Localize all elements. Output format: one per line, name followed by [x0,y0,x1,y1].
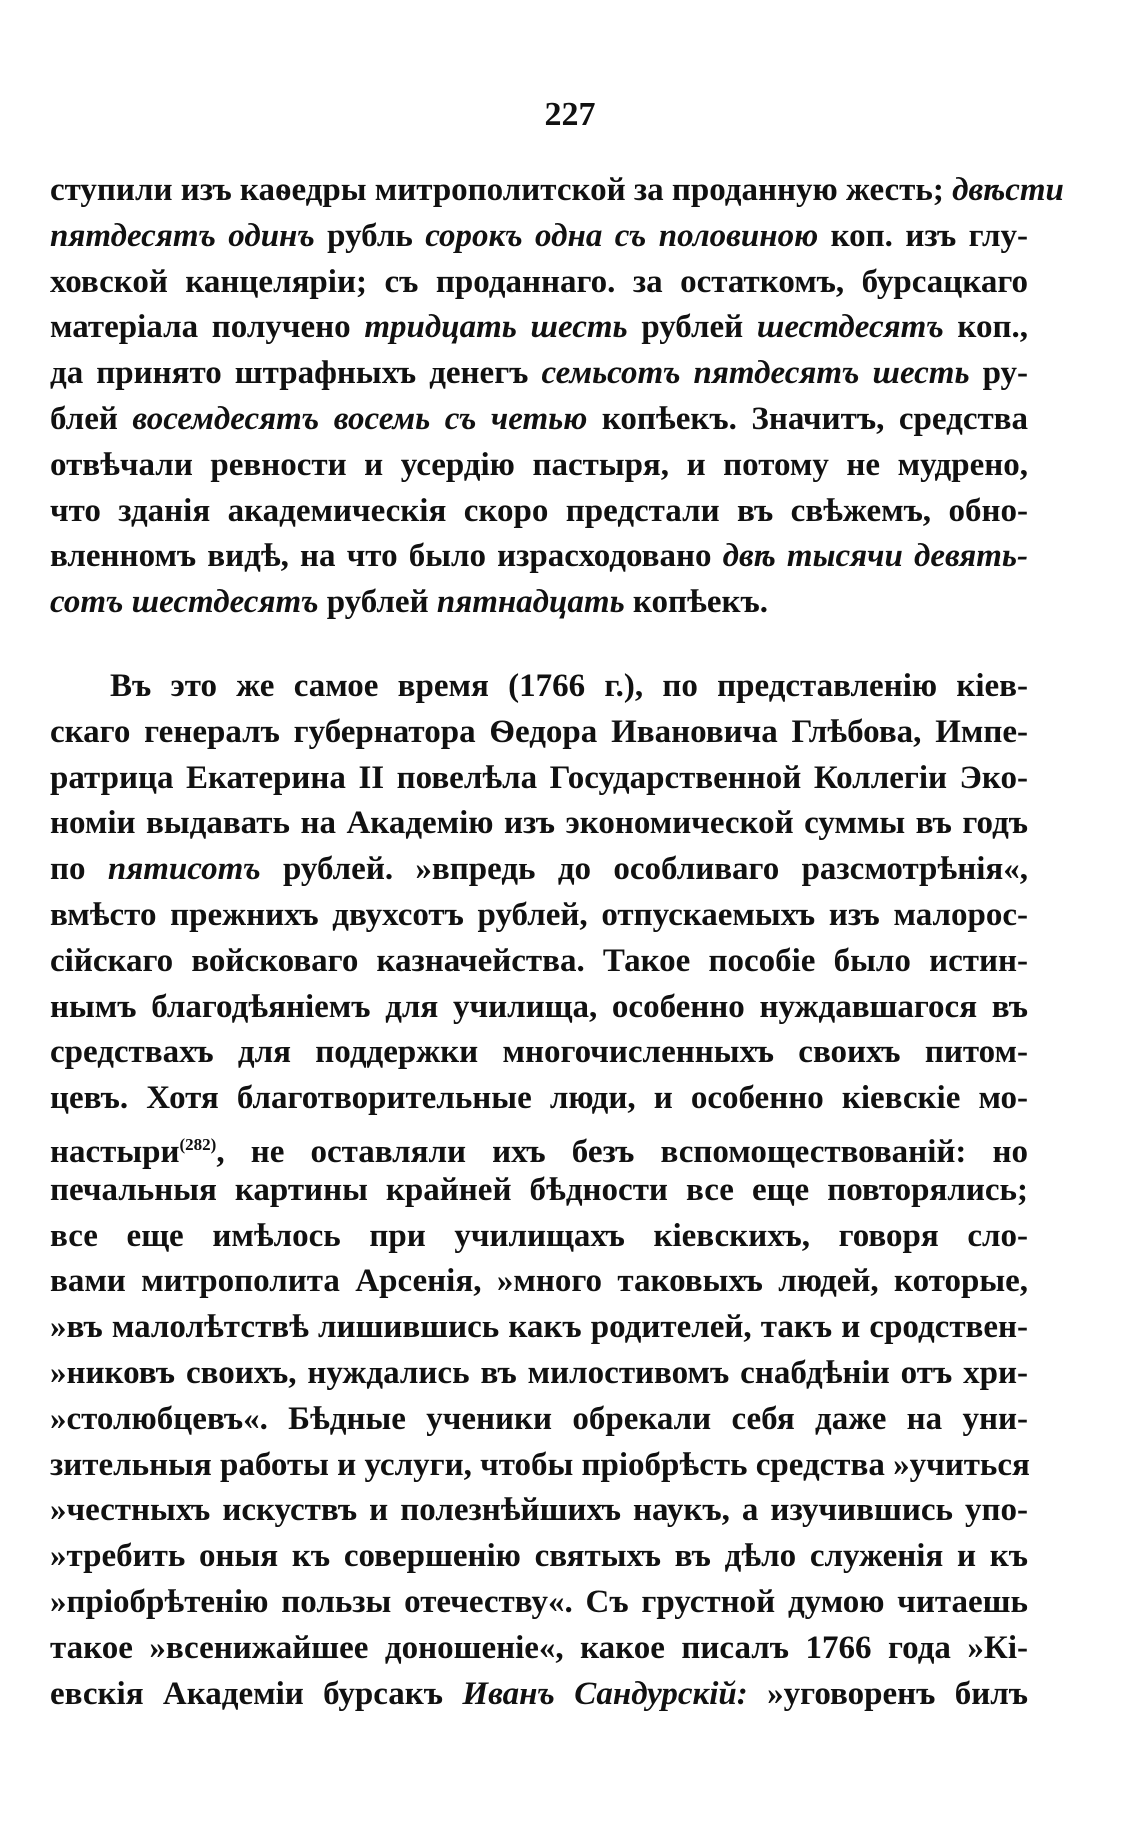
text-line: номіи выдавать на Академію изъ экономической суммы въ годъ [50,805,1028,842]
text-line: »требить оныя къ совершенію святыхъ въ дѣло служенія и къ [50,1538,1028,1575]
paragraph-main [50,664,1028,1717]
text-line: вленномъ видѣ, на что было израсходовано двѣ тысячи девять- [50,538,1029,575]
text-line: средствахъ для поддержки многочисленныхъ своихъ питом- [50,1034,1028,1071]
text-line: такое »всенижайшее доношеніе«, какое писалъ 1766 года »Кі- [50,1629,1028,1666]
text-line: все еще имѣлось при училищахъ кiевскихъ, говоря сло- [50,1217,1028,1254]
text-line: »честныхъ искуствъ и полезнѣйшихъ наукъ, а изучившись упо- [50,1492,1028,1529]
text-line: печальныя картины крайней бѣдности все еще повторялись; [50,1171,1028,1208]
text-line: сійскаго войсковаго казначейства. Такое пособіе было истин- [50,942,1028,979]
text-line: »столюбцевъ«. Бѣдные ученики обрекали себя даже на уни- [50,1400,1028,1437]
text-line: евскія Академіи бурсакъ Иванъ Сандурскій: »уговоренъ билъ [50,1675,1028,1712]
paragraph-continuation [50,168,1064,626]
text-line: нымъ благодѣяніемъ для училища, особенно нуждавшагося въ [50,988,1028,1025]
text-line: матеріала получено тридцать шесть рублей шестдесятъ коп., [50,309,1028,346]
text-line: »никовъ своихъ, нуждались въ милостивомъ снабдѣніи отъ хри- [50,1354,1028,1391]
text-line: Въ это же самое время (1766 г.), по представленію кiев- [110,668,1028,704]
text-line: зительныя работы и услуги, чтобы пріобрѣсть средства »учиться [50,1446,1030,1483]
text-line: по пятисотъ рублей. »впредь до особливаго разсмотрѣнія«, [50,851,1028,888]
text-line: ратрица Екатерина II повелѣла Государственной Коллегіи Эко- [50,759,1028,796]
text-line: отвѣчали ревности и усердію пастыря, и потому не мудрено, [50,446,1028,483]
text-line: »въ малолѣтствѣ лишившись какъ родителей, такъ и сродствен- [50,1309,1028,1346]
text-line: настыри$^{(282)}$, не оставляли ихъ безъ вспомоществованій: но [50,1133,1028,1170]
page-number: 227 [544,96,596,133]
text-line: скаго генералъ губернатора Ѳедора Ивановича Глѣбова, Импе- [50,713,1028,750]
text-line: вмѣсто прежнихъ двухсотъ рублей, отпускаемыхъ изъ малорос- [50,896,1028,933]
text-line: вами митрополита Арсенія, »много таковыхъ людей, которые, [50,1263,1028,1300]
text-line: ступили изъ каѳедры митрополитской за проданную жесть; двѣсти [50,172,1064,208]
text-line: цевъ. Хотя благотворительные люди, и особенно кiевскіе мо- [50,1080,1028,1117]
text-line: »пріобрѣтенію пользы отечеству«. Съ грустной думою читаешь [50,1583,1028,1620]
footnote-ref: (282) [179,1134,217,1154]
text-line: что зданія академическія скоро предстали въ свѣжемъ, обно- [50,492,1028,529]
text-line: сотъ шестдесятъ рублей пятнадцать копѣекъ. [50,584,768,621]
text-line: ховской канцеляріи; съ проданнаго. за остаткомъ, бурсацкаго [50,263,1028,300]
text-line: да принято штрафныхъ денегъ семьсотъ пятдесятъ шесть ру- [50,355,1028,392]
text-line: блей восемдесятъ восемь съ четью копѣекъ. Значитъ, средства [50,400,1028,437]
text-line: пятдесятъ одинъ рубль сорокъ одна съ половиною коп. изъ глу- [50,217,1028,254]
